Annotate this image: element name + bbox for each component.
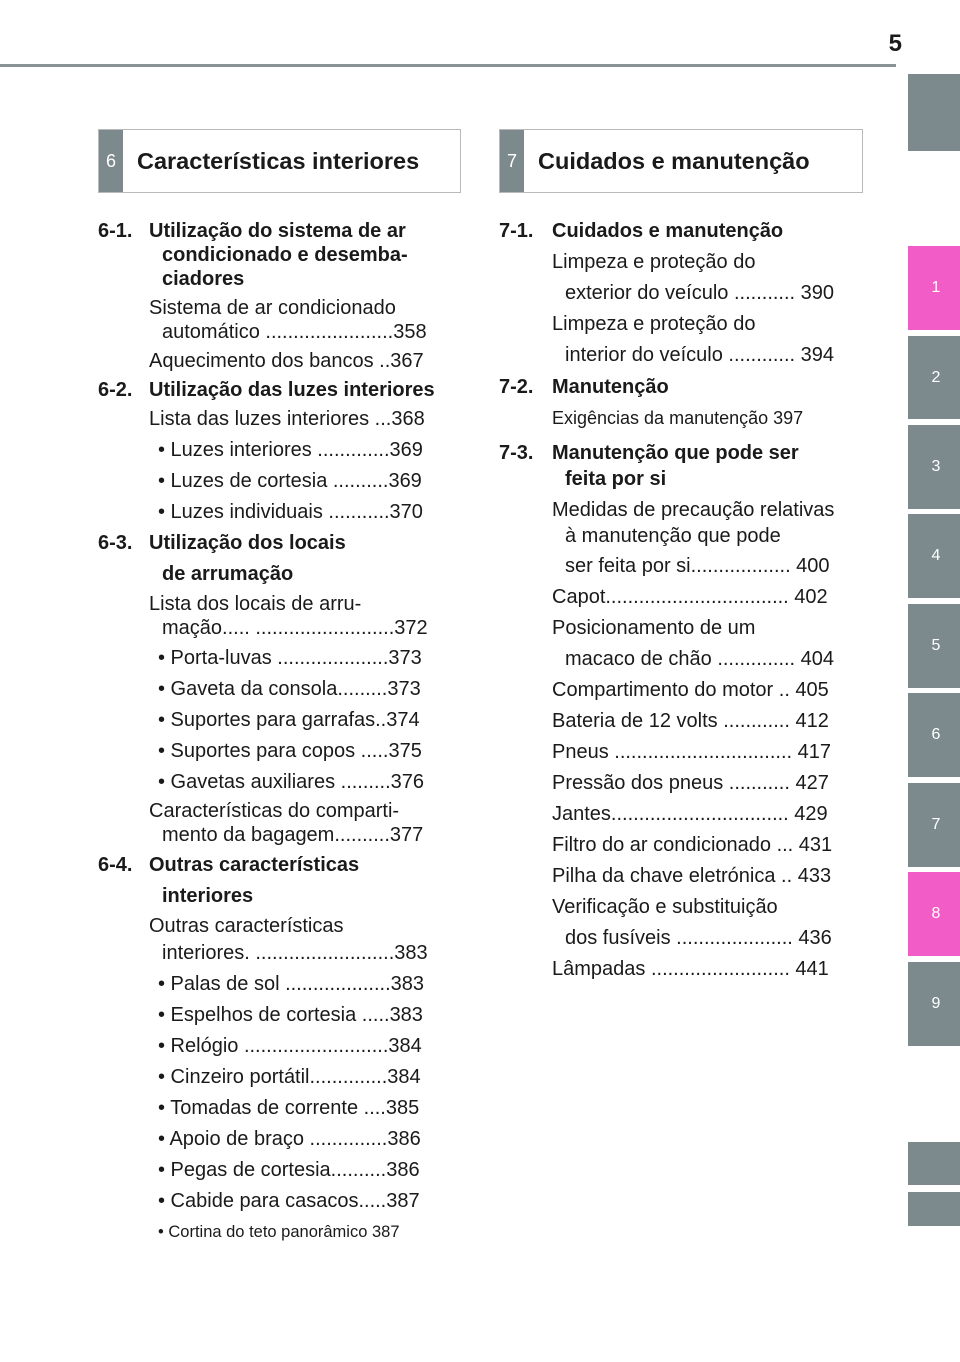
toc-entry[interactable]: • Palas de sol ...................383: [158, 973, 425, 995]
subsection-num: 6-2.: [98, 379, 133, 401]
toc-entry[interactable]: ser feita por si.................. 400: [565, 555, 830, 577]
subsection-title[interactable]: feita por si: [565, 468, 667, 490]
subsection-title[interactable]: Utilização do sistema de ar: [149, 220, 406, 242]
toc-entry[interactable]: Limpeza e proteção do: [552, 251, 756, 273]
toc-entry[interactable]: mento da bagagem..........377: [162, 824, 424, 846]
chapter-tab-8[interactable]: 8: [908, 872, 960, 956]
subsection-num: 7-3.: [499, 442, 534, 464]
subsection-num: 7-1.: [499, 220, 534, 242]
chapter-tab-6[interactable]: 6: [908, 693, 960, 777]
toc-entry[interactable]: Filtro do ar condicionado ... 431: [552, 834, 833, 856]
chapter-tab-2[interactable]: 2: [908, 336, 960, 419]
toc-entry[interactable]: Lâmpadas ......................... 441: [552, 958, 829, 980]
section-6-number: 6: [99, 130, 123, 192]
header-rule: [0, 64, 896, 67]
toc-entry[interactable]: Aquecimento dos bancos ..367: [149, 350, 424, 372]
chapter-tab-blank-b[interactable]: [908, 1192, 960, 1226]
toc-entry[interactable]: Sistema de ar condicionado: [149, 297, 396, 319]
subsection-title[interactable]: de arrumação: [162, 563, 294, 585]
toc-entry[interactable]: Pilha da chave eletrónica .. 433: [552, 865, 832, 887]
subsection-num: 6-3.: [98, 532, 133, 554]
toc-entry[interactable]: • Luzes individuais ...........370: [158, 501, 423, 523]
toc-entry[interactable]: • Apoio de braço ..............386: [158, 1128, 421, 1150]
subsection-title[interactable]: Manutenção que pode ser: [552, 442, 799, 464]
toc-entry[interactable]: Verificação e substituição: [552, 896, 778, 918]
subsection-title[interactable]: Utilização dos locais: [149, 532, 346, 554]
chapter-tab-4[interactable]: 4: [908, 514, 960, 598]
toc-entry[interactable]: • Cortina do teto panorâmico 387: [158, 1223, 400, 1241]
toc-entry[interactable]: Outras características: [149, 915, 344, 937]
toc-entry[interactable]: • Porta-luvas ....................373: [158, 647, 422, 669]
toc-entry[interactable]: • Relógio ..........................384: [158, 1035, 422, 1057]
chapter-tab-3[interactable]: 3: [908, 425, 960, 509]
toc-entry[interactable]: Características do comparti-: [149, 800, 400, 822]
section-7-title: Cuidados e manutenção: [538, 148, 810, 174]
toc-entry[interactable]: • Luzes de cortesia ..........369: [158, 470, 422, 492]
toc-entry[interactable]: dos fusíveis ..................... 436: [565, 927, 832, 949]
toc-entry[interactable]: Exigências da manutenção 397: [552, 408, 804, 428]
toc-entry[interactable]: interiores. .........................383: [162, 942, 428, 964]
toc-entry[interactable]: macaco de chão .............. 404: [565, 648, 835, 670]
toc-entry[interactable]: Lista dos locais de arru-: [149, 593, 362, 615]
section-7-header: [499, 129, 863, 193]
subsection-title[interactable]: Cuidados e manutenção: [552, 220, 784, 242]
page-number: 5: [888, 30, 902, 57]
toc-entry[interactable]: • Luzes interiores .............369: [158, 439, 423, 461]
toc-entry[interactable]: Jantes................................ 429: [552, 803, 828, 825]
subsection-title[interactable]: Manutenção: [552, 376, 669, 398]
chapter-tab-9[interactable]: 9: [908, 962, 960, 1046]
section-6-title: Características interiores: [137, 148, 420, 174]
subsection-title[interactable]: ciadores: [162, 268, 245, 290]
toc-entry[interactable]: • Espelhos de cortesia .....383: [158, 1004, 423, 1026]
toc-entry[interactable]: Lista das luzes interiores ...368: [149, 408, 425, 430]
toc-entry[interactable]: • Tomadas de corrente ....385: [158, 1097, 420, 1119]
chapter-tab-7[interactable]: 7: [908, 783, 960, 867]
toc-entry[interactable]: Pneus ................................ 417: [552, 741, 832, 763]
subsection-title[interactable]: condicionado e desemba-: [162, 244, 408, 266]
subsection-num: 7-2.: [499, 376, 534, 398]
toc-entry[interactable]: • Suportes para copos .....375: [158, 740, 422, 762]
toc-entry[interactable]: • Suportes para garrafas..374: [158, 709, 420, 731]
chapter-tab-blank-a[interactable]: [908, 1142, 960, 1185]
chapter-tab-1[interactable]: 1: [908, 246, 960, 330]
section-7-number: 7: [500, 130, 524, 192]
subsection-num: 6-4.: [98, 854, 133, 876]
chapter-tab-blank-top[interactable]: [908, 74, 960, 151]
toc-entry[interactable]: Capot................................. 402: [552, 586, 828, 608]
toc-entry[interactable]: automático .......................358: [162, 321, 427, 343]
toc-entry[interactable]: Medidas de precaução relativas: [552, 499, 835, 521]
subsection-title[interactable]: Utilização das luzes interiores: [149, 379, 435, 401]
chapter-tabs: [908, 0, 960, 1362]
chapter-tab-5[interactable]: 5: [908, 604, 960, 688]
subsection-num: 6-1.: [98, 220, 133, 242]
toc-entry[interactable]: • Gavetas auxiliares .........376: [158, 771, 425, 793]
toc-entry[interactable]: Compartimento do motor .. 405: [552, 679, 829, 701]
section-6-header: [98, 129, 461, 193]
toc-entry[interactable]: interior do veículo ............ 394: [565, 344, 835, 366]
toc-entry[interactable]: à manutenção que pode: [565, 525, 781, 547]
toc-entry[interactable]: Posicionamento de um: [552, 617, 756, 639]
toc-entry[interactable]: Pressão dos pneus ........... 427: [552, 772, 829, 794]
toc-entry[interactable]: • Cabide para casacos.....387: [158, 1190, 420, 1212]
toc-entry[interactable]: • Gaveta da consola.........373: [158, 678, 421, 700]
toc-entry[interactable]: • Pegas de cortesia..........386: [158, 1159, 420, 1181]
toc-entry[interactable]: Bateria de 12 volts ............ 412: [552, 710, 829, 732]
subsection-title[interactable]: Outras características: [149, 854, 360, 876]
toc-entry[interactable]: • Cinzeiro portátil..............384: [158, 1066, 421, 1088]
toc-entry[interactable]: mação..... .........................372: [162, 617, 428, 639]
subsection-title[interactable]: interiores: [162, 885, 254, 907]
toc-entry[interactable]: Limpeza e proteção do: [552, 313, 756, 335]
toc-entry[interactable]: exterior do veículo ........... 390: [565, 282, 835, 304]
